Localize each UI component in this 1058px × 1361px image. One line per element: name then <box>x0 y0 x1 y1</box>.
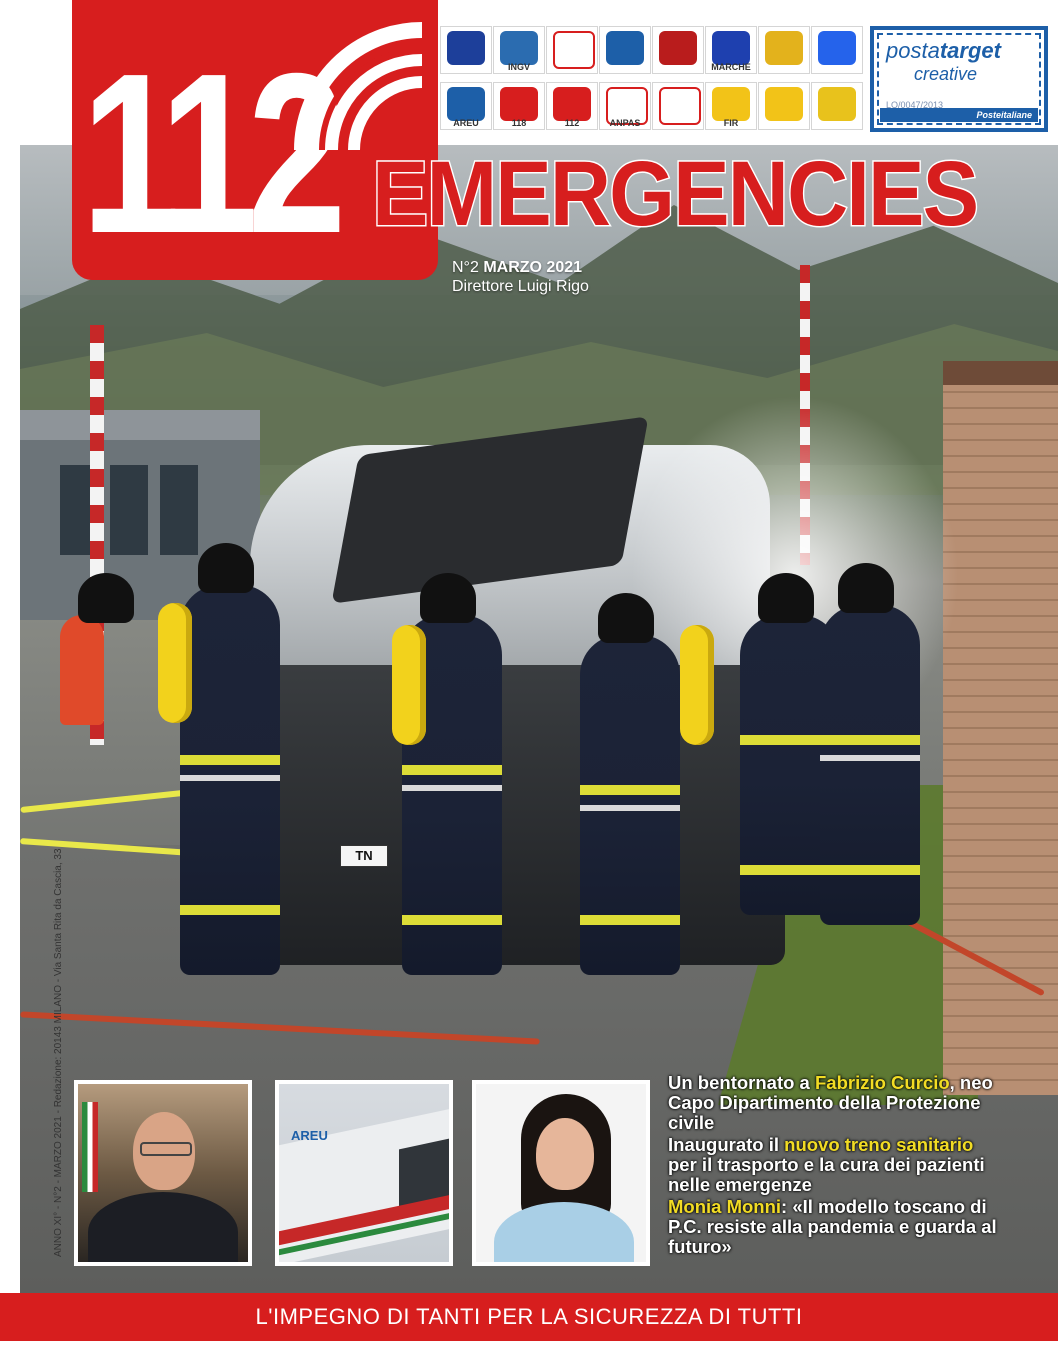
partner-logos <box>440 26 868 134</box>
areu-logo: AREU <box>440 82 492 130</box>
anpas-logo: ANPAS <box>599 82 651 130</box>
fir-logo: FIR <box>705 82 757 130</box>
issue-date: MARZO 2021 <box>483 259 583 276</box>
air-tank <box>158 603 192 723</box>
marche-logo: MARCHE <box>705 26 757 74</box>
118-logo: 118 <box>493 82 545 130</box>
inset-photo-train <box>275 1080 453 1266</box>
inset-photo-curcio <box>74 1080 252 1266</box>
firefighter <box>820 605 920 925</box>
headline-curcio: Un bentornato a Fabrizio Curcio, neo Capo Dipartimento della Protezione civile <box>668 1072 993 1133</box>
spine-text: ANNO XI° - N°2 - MARZO 2021 - Redazione: 20143 MILANO - Via Santa Rita da Cascia, 33 <box>53 848 64 1257</box>
license-plate: TN <box>340 845 388 867</box>
cover-headlines <box>668 1073 998 1259</box>
eu-flag-logo <box>440 26 492 74</box>
issue-number: N°2 <box>452 259 479 276</box>
headline-monni: Monia Monni: «Il modello toscano di P.C. resiste alla pandemia e guarda al futuro» <box>668 1196 997 1257</box>
footer-band <box>0 1293 1058 1341</box>
inset-photo-monni <box>472 1080 650 1266</box>
agency-logo <box>546 26 598 74</box>
poste-italiane-logo: Posteitaliane <box>880 108 1038 122</box>
air-tank <box>392 625 426 745</box>
masthead-number: 112 <box>81 27 336 281</box>
volunteers-logo <box>811 82 863 130</box>
postage-sub: creative <box>914 64 978 84</box>
emergenza-112-logo: 112 <box>546 82 598 130</box>
ingv-logo: INGV <box>493 26 545 74</box>
red-cross-logo <box>652 82 704 130</box>
firefighters-logo <box>758 82 810 130</box>
regional-logo <box>811 26 863 74</box>
postage-code: LO/0047/2013 <box>886 100 944 110</box>
trentino-logo <box>652 26 704 74</box>
signal-waves-icon <box>292 20 432 160</box>
footer-tagline: L'IMPEGNO DI TANTI PER LA SICUREZZA DI TUTTI <box>255 1304 803 1329</box>
postage-brand: postatarget <box>886 38 1001 63</box>
masthead-title: EMERGENCIES <box>372 143 978 245</box>
sicilia-logo <box>758 26 810 74</box>
firefighter <box>180 585 280 975</box>
headline-train: Inaugurato il nuovo treno sanitario per il trasporto e la cura dei pazienti nelle emergenze <box>668 1134 985 1195</box>
director-credit: Direttore Luigi Rigo <box>452 278 589 296</box>
air-tank <box>680 625 714 745</box>
civil-protection-logo <box>599 26 651 74</box>
train-areu-label: AREU <box>291 1128 328 1143</box>
issue-info <box>452 258 589 296</box>
postage-stamp <box>870 26 1048 132</box>
firefighter <box>580 635 680 975</box>
brick-wall <box>943 375 1058 1095</box>
